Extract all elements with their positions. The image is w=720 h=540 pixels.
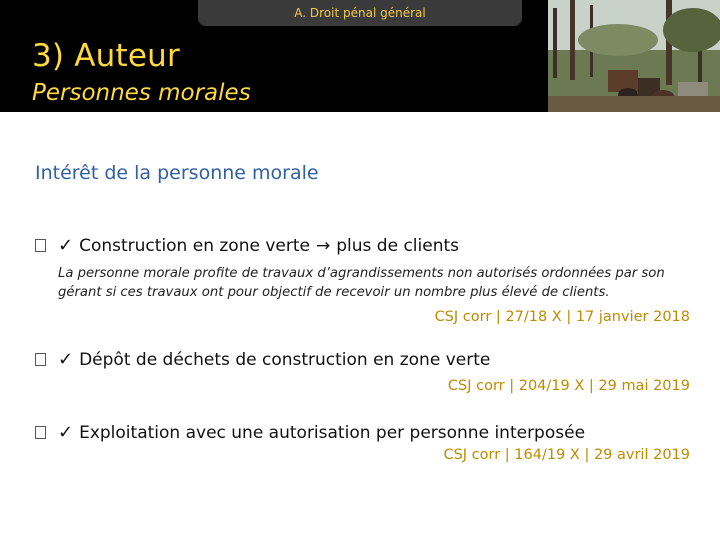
- list-item-label: Construction en zone verte: [79, 235, 310, 256]
- bullet-box-icon: [35, 426, 46, 439]
- check-icon: ✓: [58, 422, 74, 443]
- list-item: [35, 422, 585, 443]
- chapter-tab[interactable]: A. Droit pénal général: [198, 0, 522, 26]
- check-icon: ✓: [58, 349, 74, 370]
- bullet-box-icon: [35, 353, 46, 366]
- list-item-label-continuation: plus de clients: [336, 235, 459, 256]
- item-description: La personne morale profite de travaux d’agrandissements non autorisés ordonnées par son gérant si ces travaux ont pour objectif de recevoir un nombre plus élevé de clients.: [58, 266, 665, 300]
- check-icon: ✓: [58, 235, 74, 256]
- bullet-box-icon: [35, 239, 46, 252]
- list-item: [35, 235, 459, 256]
- header-photo: [548, 0, 720, 112]
- slide-title: 3) Auteur: [32, 38, 180, 74]
- list-item: [35, 349, 490, 370]
- case-reference: CSJ corr | 27/18 X | 17 janvier 2018: [434, 309, 690, 325]
- case-reference: CSJ corr | 204/19 X | 29 mai 2019: [447, 378, 690, 394]
- list-item-label: Exploitation avec une autorisation per personne interposée: [79, 422, 586, 443]
- header-banner: [0, 0, 720, 112]
- slide-subtitle: Personnes morales: [32, 80, 251, 106]
- arrow-right-icon: →: [315, 235, 331, 256]
- section-title: Intérêt de la personne morale: [35, 162, 319, 184]
- case-reference: CSJ corr | 164/19 X | 29 avril 2019: [443, 447, 690, 463]
- list-item-label: Dépôt de déchets de construction en zone verte: [79, 349, 491, 370]
